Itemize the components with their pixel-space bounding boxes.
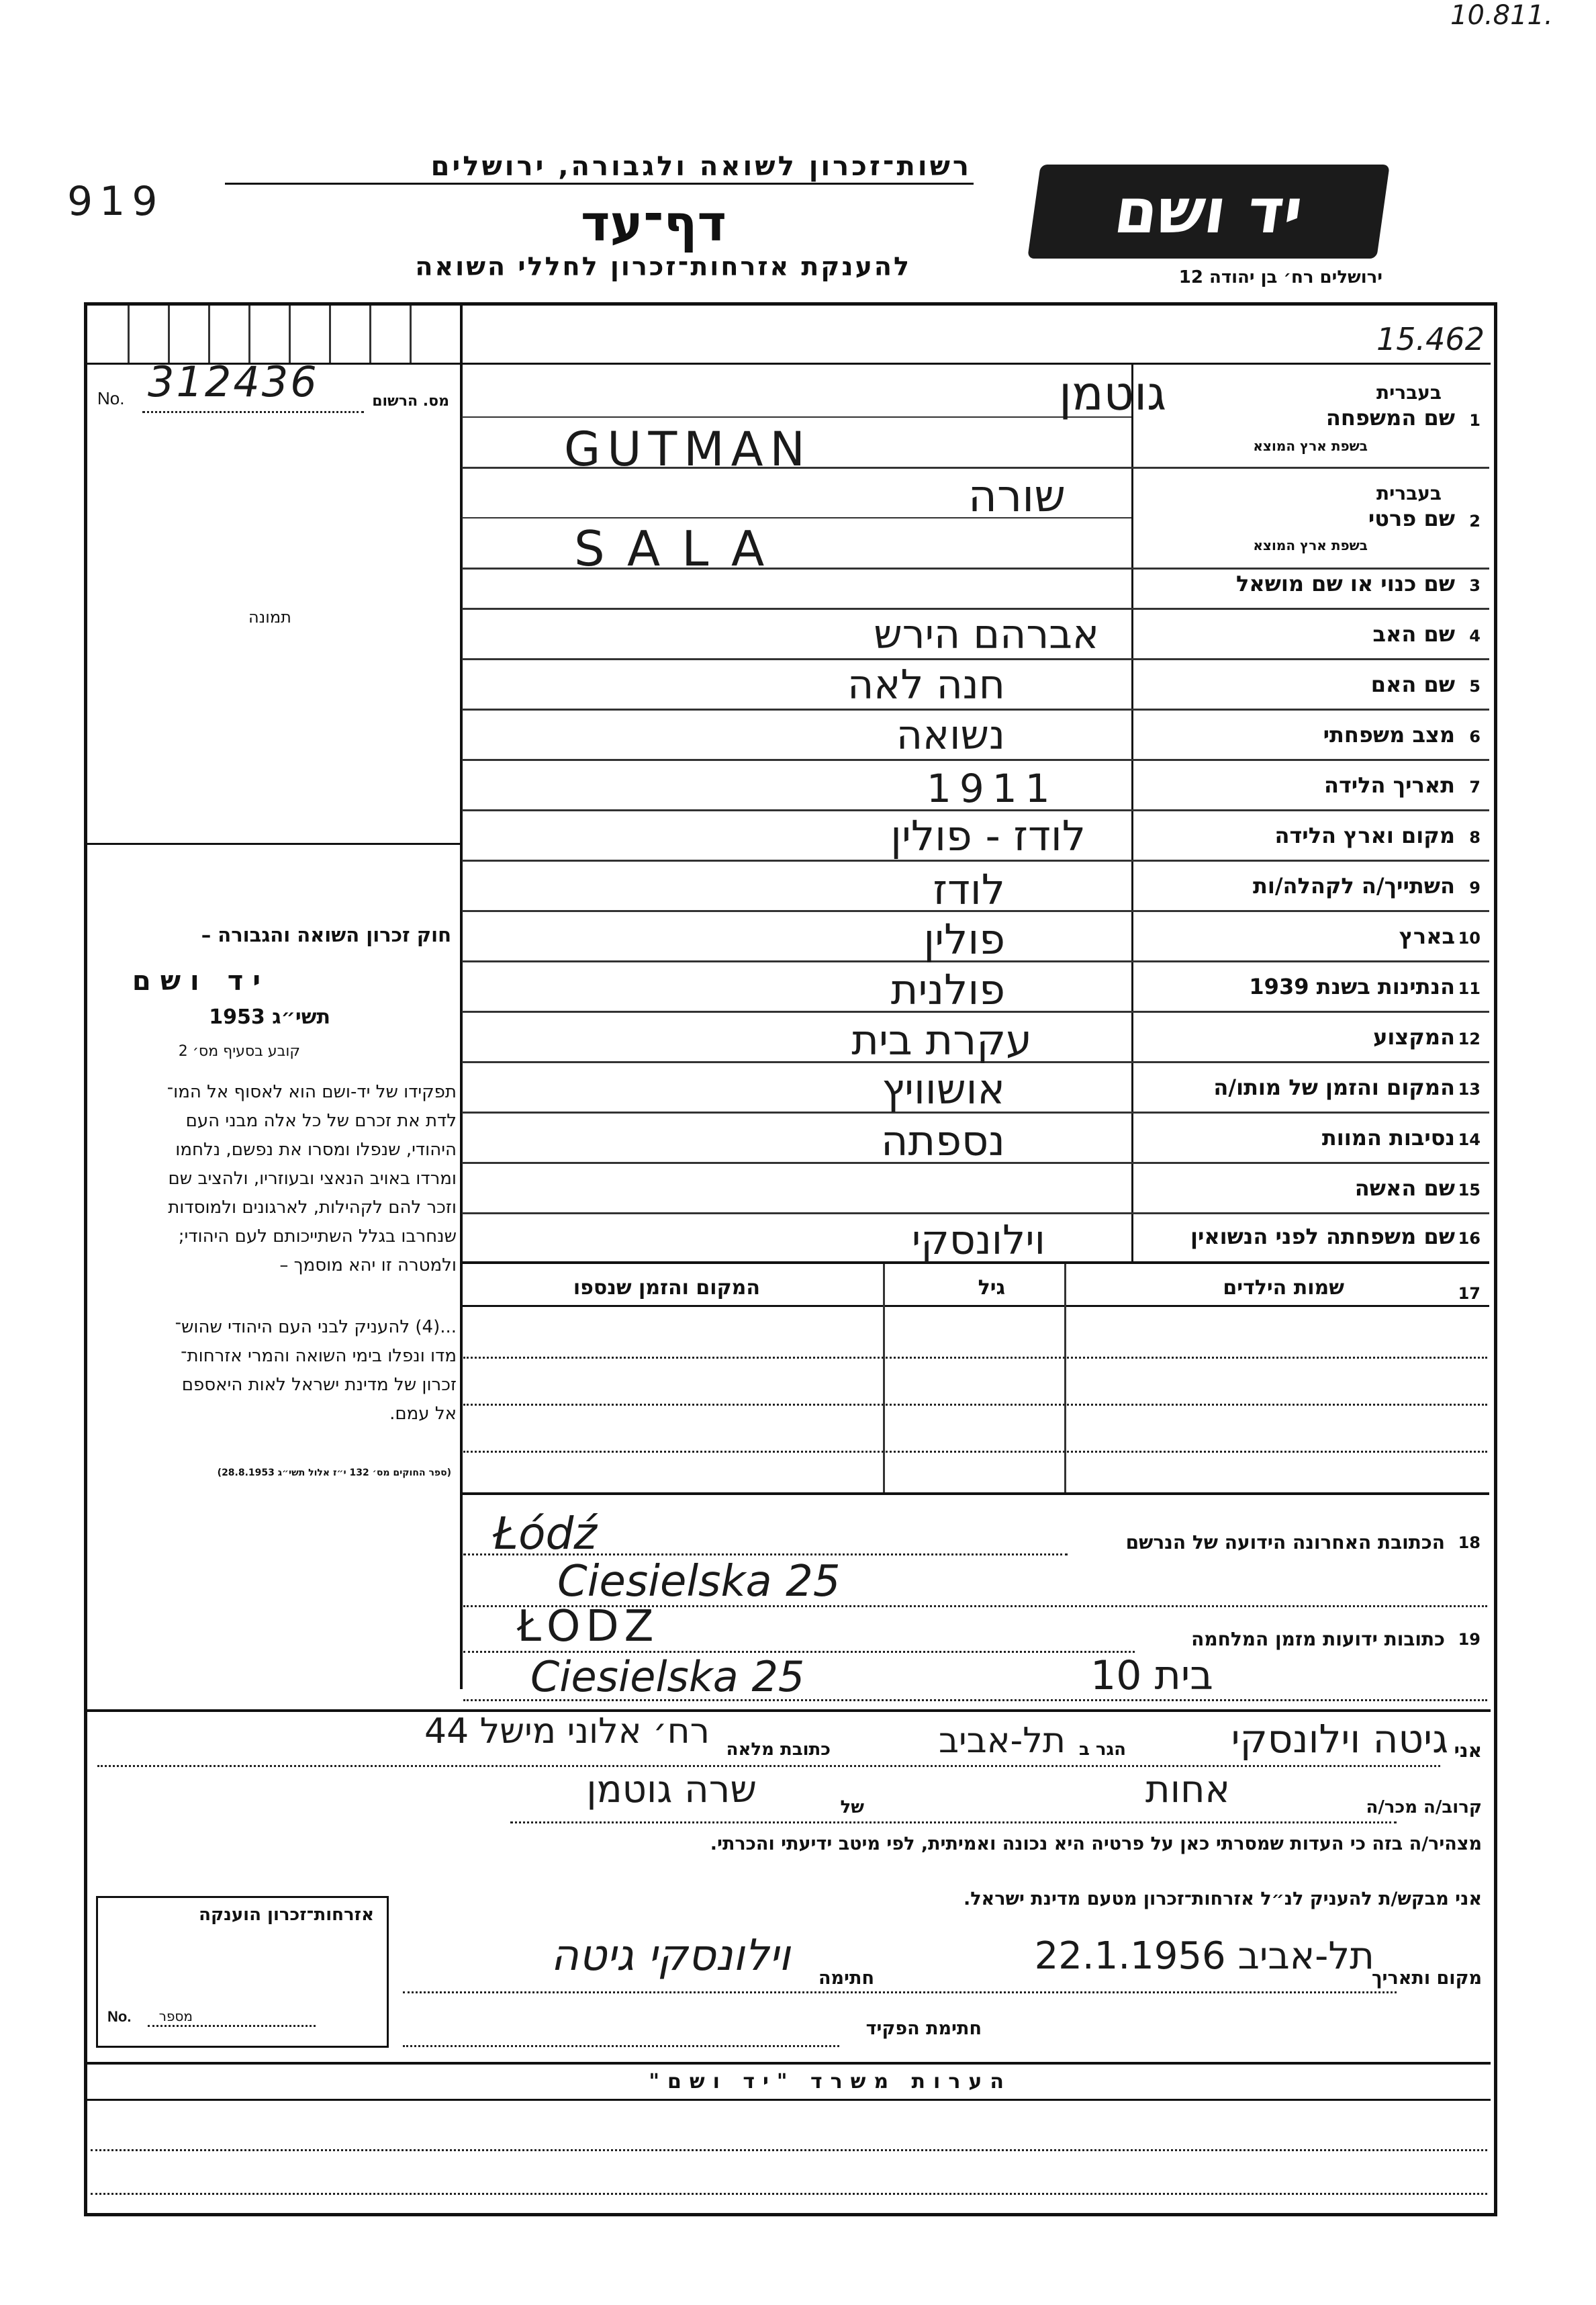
law-line: ...(4) להעניק לבני העם היהודי שהוש־	[175, 1317, 457, 1337]
law-line: ולמטרה זו יהא מוסמך –	[279, 1255, 457, 1275]
field-label-community: השתייך/ה לקהלה/ות	[1252, 873, 1455, 899]
law-line: לדת את זכרם של כל אלה מבני העם	[185, 1111, 457, 1131]
field-number: 19	[1458, 1630, 1481, 1649]
field-label-wife-name: שם האשה	[1354, 1175, 1455, 1201]
law-line: וזכר להם לקהילות, לארגונים ולמוסדות	[168, 1197, 457, 1218]
declarant-city: תל-אביב	[938, 1721, 1066, 1761]
grant-box-title: אזרחות־זכרון הוענקה	[199, 1905, 374, 1925]
declarant-address-label: כתובת מלאה	[726, 1739, 831, 1760]
box-divider	[128, 306, 130, 363]
field-number: 18	[1458, 1533, 1481, 1552]
office-notes-top-rule	[87, 2062, 1491, 2065]
yad-vashem-logo: יד ושם	[1027, 165, 1390, 259]
address-last-line2: Ciesielska 25	[557, 1557, 841, 1607]
corner-number: 10.811.	[1450, 0, 1553, 31]
value-citizenship-1939: פולנית	[890, 965, 1005, 1014]
field-number: 2	[1469, 512, 1481, 531]
field-label-death-place-time: המקום והזמן של מותו/ה	[1213, 1075, 1455, 1100]
registration-label: מס. הרשום	[372, 393, 449, 410]
law-line: ומרדו באויב הנאצי ובעוזריו, ולהציב שם	[168, 1169, 457, 1189]
org-line: רשות־זכרון לשואה ולגבורה, ירושלים	[430, 151, 972, 182]
field-label-nickname: שם כנוי או שם מושאל	[1235, 571, 1455, 596]
value-first-name-hebrew: שורה	[968, 470, 1066, 522]
law-section: קובע בסעיף מס׳ 2	[178, 1043, 300, 1060]
header-address: ירושלים רח׳ בן יהודה 12	[1178, 267, 1382, 287]
office-notes-header-rule	[87, 2099, 1491, 2101]
registration-underline	[142, 411, 364, 413]
value-first-name-origin: SALA	[574, 521, 786, 577]
field-number: 15	[1458, 1181, 1481, 1200]
declarant-relative-label: קרוב/ה מכר/ה	[1366, 1797, 1482, 1817]
field-label-death-circumstances: נסיבות המוות	[1321, 1125, 1455, 1150]
law-paragraph-1	[101, 1078, 457, 1280]
law-footnote: (ספר החוקים מס׳ 132 י״ז אלול תשי״ג 28.8.1953)	[217, 1467, 451, 1478]
field-sub-hebrew: בעברית	[1376, 482, 1442, 504]
office-notes-line	[91, 2193, 1487, 2195]
law-year: תשי״ג 1953	[209, 1005, 330, 1029]
value-birth-place: לודז - פולין	[890, 811, 1086, 860]
field-label-country: בארץ	[1399, 923, 1455, 949]
field-number: 3	[1469, 576, 1481, 595]
declarant-ani-label: אני	[1454, 1739, 1482, 1762]
field-subrule	[462, 416, 1131, 418]
box-divider	[168, 306, 170, 363]
field-number: 13	[1458, 1080, 1481, 1099]
form-title: דף־עד	[581, 195, 726, 253]
law-line: זכרון של מדינת ישראל לאות היאספם	[181, 1375, 457, 1395]
address-dotted-line	[463, 1553, 1068, 1555]
declarant-of-label: של	[840, 1797, 864, 1817]
address-war-label: כתובות ידועות מזמן המלחמה	[1191, 1628, 1445, 1650]
declarant-relation: אחות	[1145, 1768, 1230, 1811]
box-divider	[248, 306, 250, 363]
children-col-divider	[883, 1264, 885, 1492]
address-last-line1: Łódź	[494, 1508, 598, 1560]
field-number: 8	[1469, 828, 1481, 847]
address-war-line2: Ciesielska 25	[530, 1652, 805, 1701]
law-paragraph-2	[101, 1313, 457, 1429]
box-divider	[329, 306, 331, 363]
field-label-birth-date: תאריך הלידה	[1323, 772, 1455, 798]
field-row-rule	[462, 759, 1489, 761]
grant-box-dotted-line	[148, 2025, 316, 2027]
value-profession: עקרת בית	[851, 1015, 1032, 1065]
value-death-place-time: אושוויץ	[882, 1065, 1005, 1114]
box-divider	[208, 306, 210, 363]
field-row-rule	[462, 1212, 1489, 1214]
children-row-line	[463, 1357, 1487, 1359]
top-handwritten-number: 15.462	[1376, 321, 1485, 357]
declarant-of-value: שרה גוטמן	[586, 1768, 757, 1811]
value-death-circumstances: נספתה	[880, 1116, 1005, 1165]
grant-box-number-label: מספר	[158, 2008, 193, 2024]
value-mother-name: חנה לאה	[847, 662, 1005, 709]
law-line: אל עמם.	[389, 1404, 457, 1424]
value-family-name-hebrew: גוטמן	[1059, 366, 1166, 421]
field-sub-origin: בשפת ארץ המוצא	[1253, 438, 1368, 454]
field-label-family-name: שם המשפחה	[1325, 405, 1455, 431]
declarant-address: רח׳ אלוני מישל 44	[424, 1711, 710, 1752]
registration-number: 312436	[148, 357, 319, 406]
declarant-name: גיטה וילונסקי	[1231, 1716, 1448, 1762]
field-sub-origin: בשפת ארץ המוצא	[1253, 537, 1368, 553]
children-col-divider	[1064, 1264, 1066, 1492]
declarant-lives-label: הגר ב	[1078, 1739, 1126, 1760]
children-col-names: שמות הילדים	[1223, 1276, 1344, 1300]
field-label-birth-place: מקום וארץ הלידה	[1274, 823, 1455, 848]
field-label-father-name: שם האב	[1372, 621, 1455, 647]
address-war-line1: ŁODZ	[517, 1602, 659, 1652]
grant-box-no-label: No.	[107, 2008, 132, 2025]
value-family-name-origin: GUTMAN	[564, 422, 812, 477]
request-text: אני מבקש/ת להעניק לנ״ל אזרחות־זכרון מטעם מדינת ישראל.	[963, 1889, 1482, 1909]
address-section-bottom-rule	[87, 1709, 1491, 1712]
official-signature-label: חתימת הפקיד	[865, 2018, 982, 2039]
field-number: 17	[1458, 1284, 1481, 1303]
field-number: 7	[1469, 778, 1481, 797]
children-col-place: המקום והזמן שנספו	[573, 1276, 760, 1300]
address-dotted-line	[463, 1651, 1135, 1653]
field-number: 5	[1469, 677, 1481, 696]
value-birth-date: 1911	[927, 766, 1058, 811]
value-maiden-name: וילונסקי	[911, 1217, 1045, 1264]
law-name: יד ושם	[132, 966, 270, 997]
official-dotted-line	[403, 2045, 839, 2047]
value-country: פולין	[923, 915, 1005, 964]
field-row-rule	[462, 709, 1489, 711]
declarant-dotted-line	[510, 1821, 1397, 1823]
label-column-divider	[1131, 365, 1133, 1261]
children-col-age: גיל	[978, 1276, 1005, 1300]
law-title: חוק זכרון השואה והגבורה –	[201, 923, 451, 946]
header-rule	[225, 183, 974, 185]
field-number: 1	[1469, 411, 1481, 430]
field-number: 12	[1458, 1030, 1481, 1048]
field-row-rule	[462, 658, 1489, 660]
registration-no-label: No.	[97, 388, 125, 408]
signature-value: וילונסקי גיטה	[551, 1931, 790, 1981]
law-line: מדו ונפלו בימי השואה והמרי אזרחות־	[181, 1346, 457, 1366]
box-divider	[410, 306, 412, 363]
law-line: היהודי, שנפלו ומסרו את נפשם, נלחמו	[175, 1140, 457, 1160]
law-line: שנחרבו בגלל השתייכותם לעם היהודי;	[178, 1226, 457, 1247]
signature-dotted-line	[403, 1991, 1397, 1993]
field-number: 9	[1469, 878, 1481, 897]
field-number: 11	[1458, 979, 1481, 998]
children-row-line	[463, 1404, 1487, 1406]
margin-number: 919	[67, 178, 165, 225]
children-header-rule	[462, 1305, 1489, 1307]
left-column-divider	[460, 306, 463, 1689]
field-sub-hebrew: בעברית	[1376, 381, 1442, 404]
office-notes-title: הערות משרד "יד ושם"	[649, 2070, 1012, 2093]
children-bottom-rule	[462, 1492, 1489, 1495]
declarant-dotted-line	[97, 1765, 1440, 1767]
field-number: 6	[1469, 727, 1481, 746]
photo-bottom-rule	[87, 843, 461, 845]
field-label-marital-status: מצב משפחתי	[1323, 722, 1455, 748]
field-number: 10	[1458, 929, 1481, 948]
address-dotted-line	[463, 1699, 1487, 1701]
box-divider	[289, 306, 291, 363]
value-community: לודז	[933, 865, 1005, 914]
field-row-rule	[462, 608, 1489, 610]
address-last-label: הכתובת האחרונה הידועה של הנרשם	[1125, 1531, 1445, 1553]
field-label-mother-name: שם האם	[1370, 672, 1455, 697]
field-label-first-name: שם פרטי	[1368, 506, 1455, 531]
address-war-line2-extra: בית 10	[1090, 1652, 1213, 1699]
law-line: תפקידו של יד-ושם הוא לאסוף אל המו־	[167, 1082, 457, 1102]
signature-label: חתימה	[818, 1968, 874, 1989]
form-subtitle: להענקת אזרחות־זכרון לחללי השואה	[415, 252, 911, 281]
declaration-text: מצהיר/ה בזה כי העדות שמסרתי כאן על פרטיה היא נכונה ואמיתית, לפי מיטב ידיעתי והכרתי.	[710, 1834, 1482, 1854]
field-label-citizenship-1939: הנתינות בשנת 1939	[1249, 974, 1455, 999]
box-divider	[369, 306, 371, 363]
place-date-value: תל-אביב 22.1.1956	[1034, 1934, 1374, 1978]
photo-label: תמונה	[248, 608, 291, 627]
field-number: 14	[1458, 1130, 1481, 1149]
place-date-label: מקום ותאריך	[1371, 1968, 1482, 1989]
field-number: 16	[1458, 1229, 1481, 1248]
field-label-profession: המקצוע	[1373, 1024, 1455, 1050]
value-father-name: אברהם הירש	[874, 611, 1099, 658]
office-notes-line	[91, 2149, 1487, 2151]
children-row-line	[463, 1451, 1487, 1453]
field-label-maiden-name: שם משפחתה לפני הנשואין	[1190, 1224, 1455, 1249]
value-marital-status: נשואה	[896, 712, 1005, 759]
field-number: 4	[1469, 627, 1481, 645]
